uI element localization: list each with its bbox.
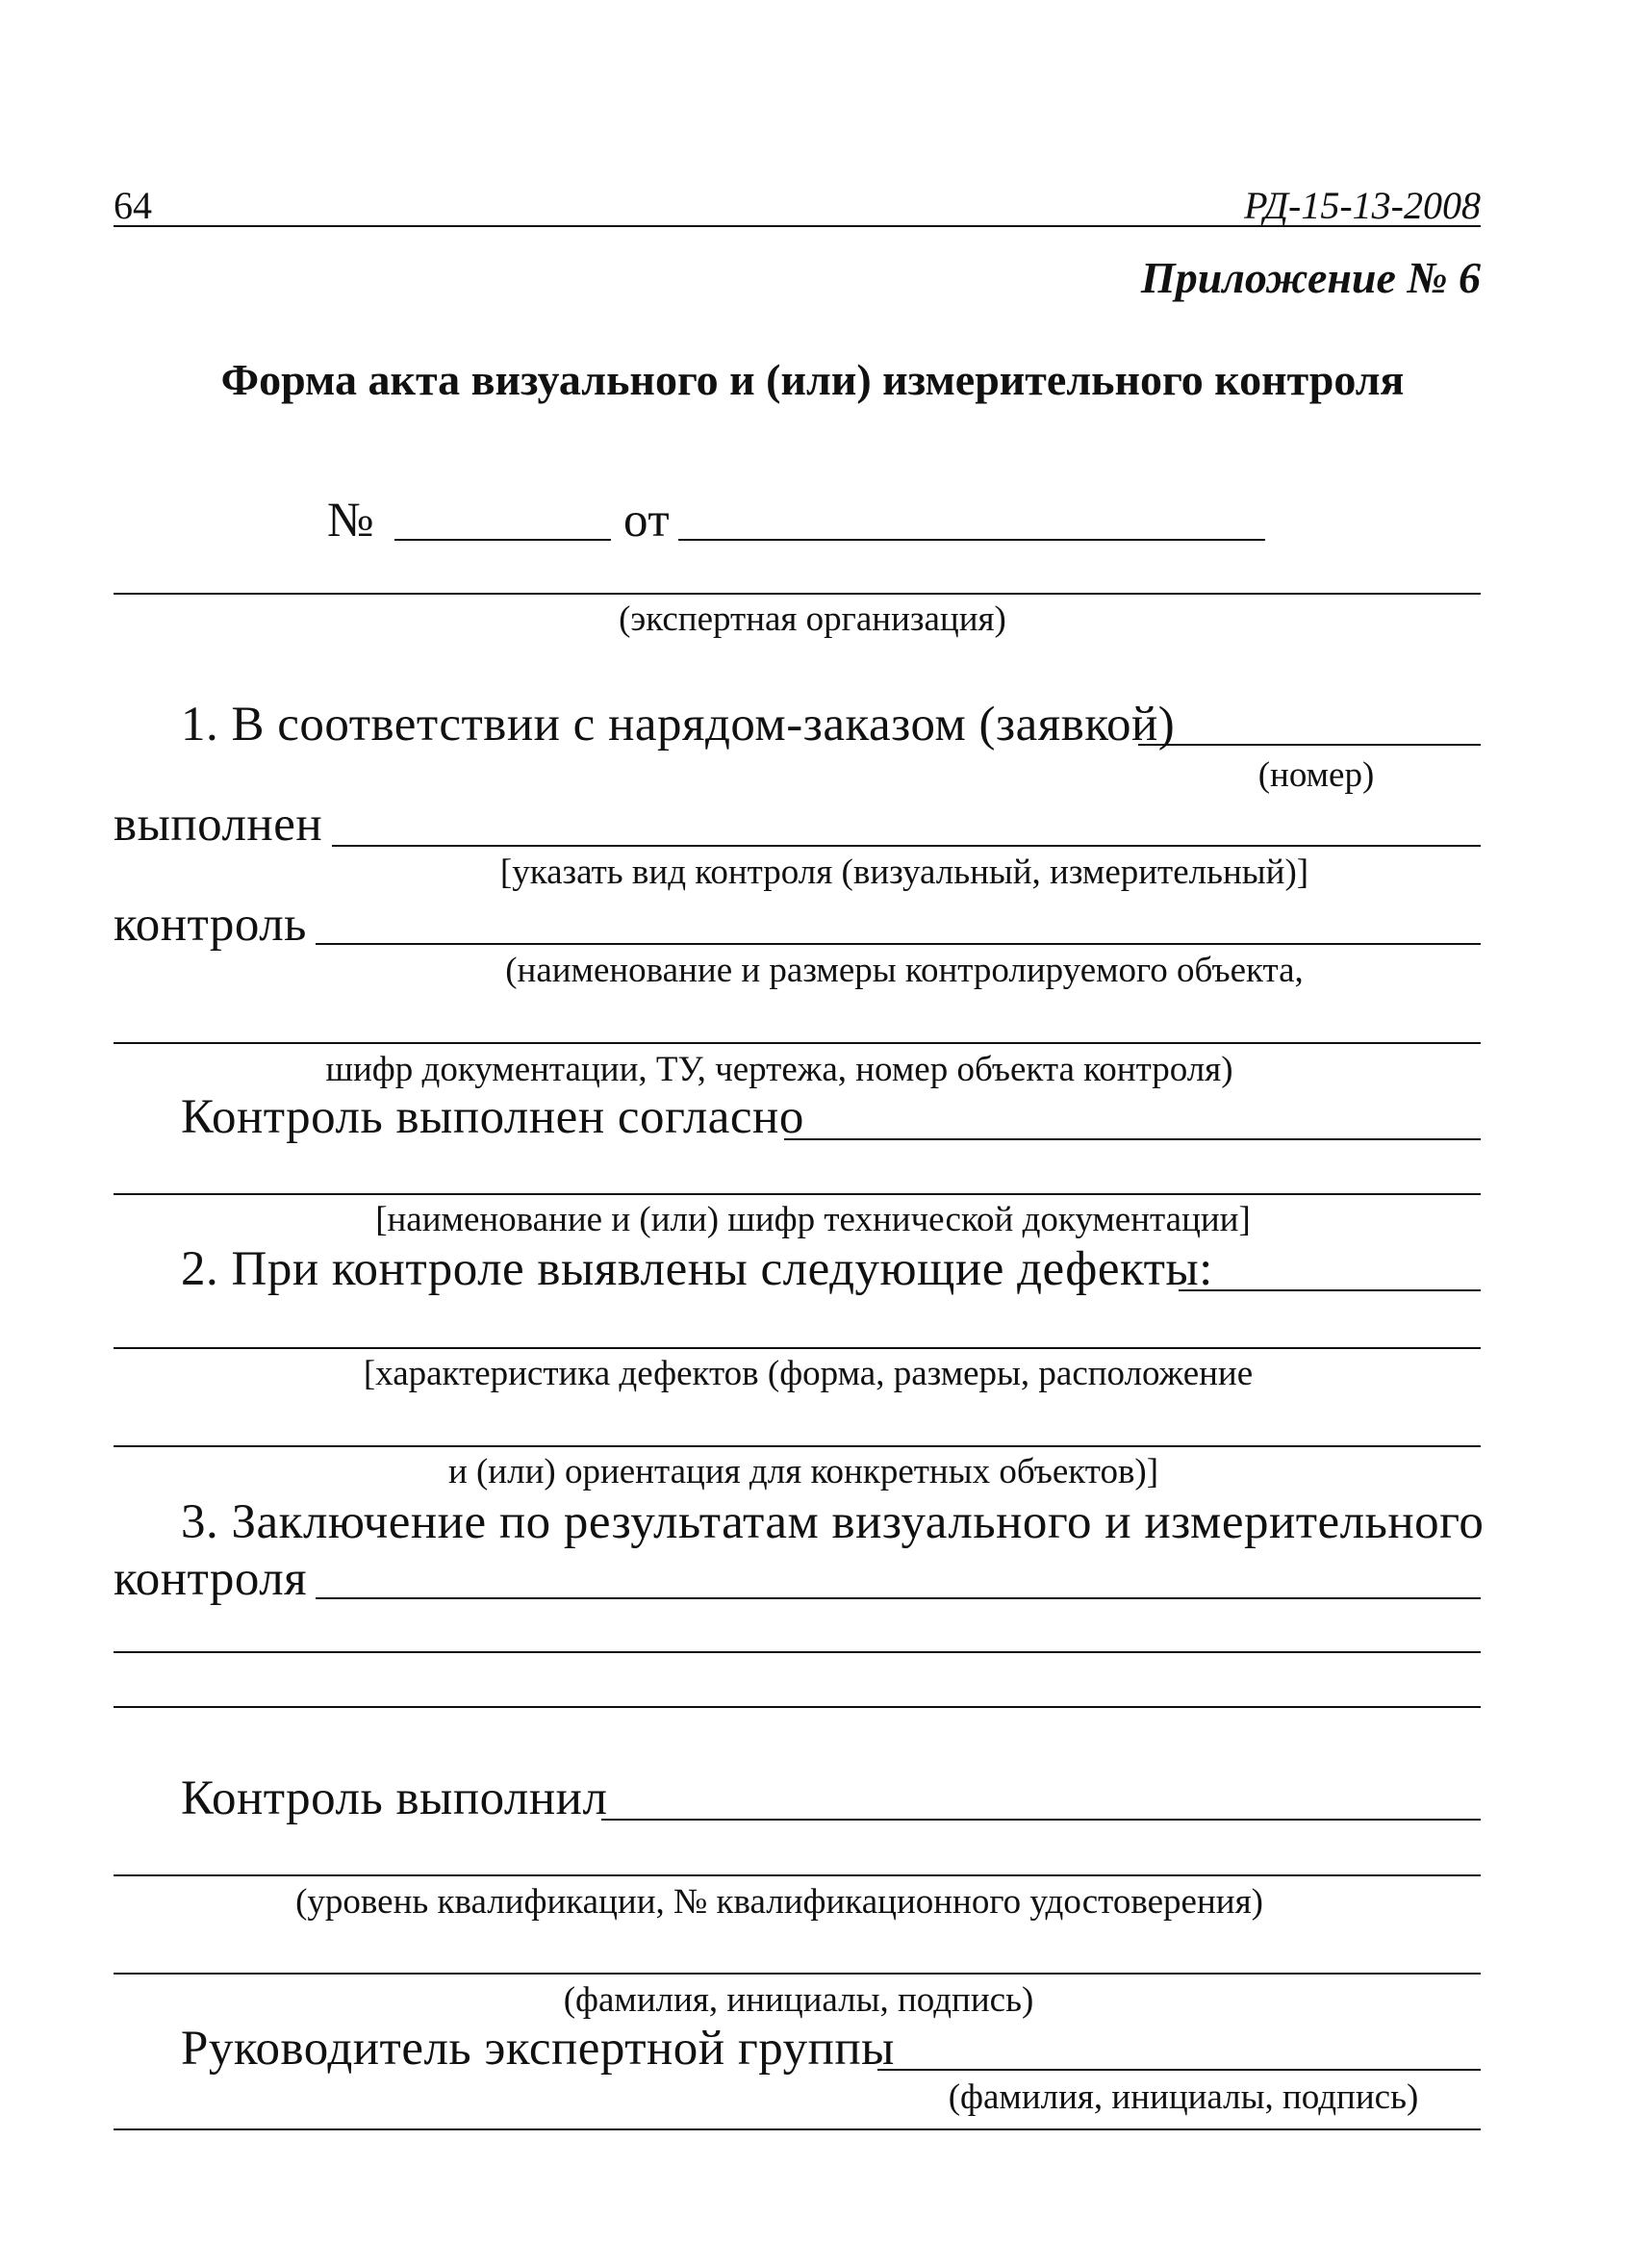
object-docs-caption: шифр документации, ТУ, чертежа, номер объекта контроля) [325,1050,1233,1089]
expert-org-field[interactable] [114,593,1481,595]
defects-orient-caption: и (или) ориентация для конкретных объектов)] [447,1452,1159,1491]
tech-docs-field[interactable] [114,1193,1481,1195]
form-title: Форма акта визуального и (или) измерительного контроля [220,355,1405,404]
act-date-label: от [623,494,671,548]
object-docs-field[interactable] [114,1042,1481,1044]
object-name-field[interactable] [316,943,1481,945]
defects-orient-field[interactable] [114,1445,1481,1447]
conclusion-field-1[interactable] [316,1597,1481,1599]
qualification-field[interactable] [114,1874,1481,1876]
footer-rule [114,2128,1481,2130]
act-date-field[interactable] [678,539,1265,541]
performed-label: выполнен [114,798,323,852]
inspector-name-field[interactable] [114,1973,1481,1975]
object-name-caption: (наименование и размеры контролируемого объекта, [505,951,1304,990]
expert-org-caption: (экспертная организация) [619,599,1006,639]
defects-desc-field[interactable] [114,1347,1481,1349]
head-name-caption: (фамилия, инициалы, подпись) [948,2077,1419,2117]
head-field[interactable] [877,2069,1481,2071]
control-type-field[interactable] [332,845,1481,847]
appendix-label: Приложение № 6 [1140,253,1481,302]
item2-label: 2. При контроле выявлены следующие дефекты: [181,1242,1213,1296]
head-label: Руководитель экспертной группы [181,2022,895,2076]
inspector-label: Контроль выполнил [181,1771,608,1825]
item3-label-line2: контроля [114,1552,308,1606]
according-to-label: Контроль выполнен согласно [181,1090,804,1144]
act-number-label: № [327,494,375,548]
control-label: контроль [114,898,307,952]
inspector-field[interactable] [601,1819,1481,1821]
header-rule [114,225,1481,227]
page-number: 64 [114,184,152,227]
defects-field[interactable] [1179,1289,1481,1291]
conclusion-field-3[interactable] [114,1706,1481,1708]
order-number-field[interactable] [1138,744,1481,746]
inspector-name-caption: (фамилия, инициалы, подпись) [563,1980,1034,2020]
item3-label-line1: 3. Заключение по результатам визуального и измерительного [181,1495,1485,1549]
order-number-caption: (номер) [1257,755,1375,795]
document-code: РД-15-13-2008 [1244,184,1481,227]
item1-label: 1. В соответствии с нарядом-заказом (заявкой) [181,698,1176,752]
qualification-caption: (уровень квалификации, № квалификационного удостоверения) [295,1882,1263,1922]
control-type-caption: [указать вид контроля (визуальный, измерительный)] [499,853,1309,892]
defects-desc-caption: [характеристика дефектов (форма, размеры, расположение [363,1354,1254,1393]
according-to-field[interactable] [784,1138,1481,1140]
conclusion-field-2[interactable] [114,1651,1481,1653]
act-number-field[interactable] [394,539,611,541]
tech-docs-caption: [наименование и (или) шифр технической документации] [375,1200,1251,1239]
